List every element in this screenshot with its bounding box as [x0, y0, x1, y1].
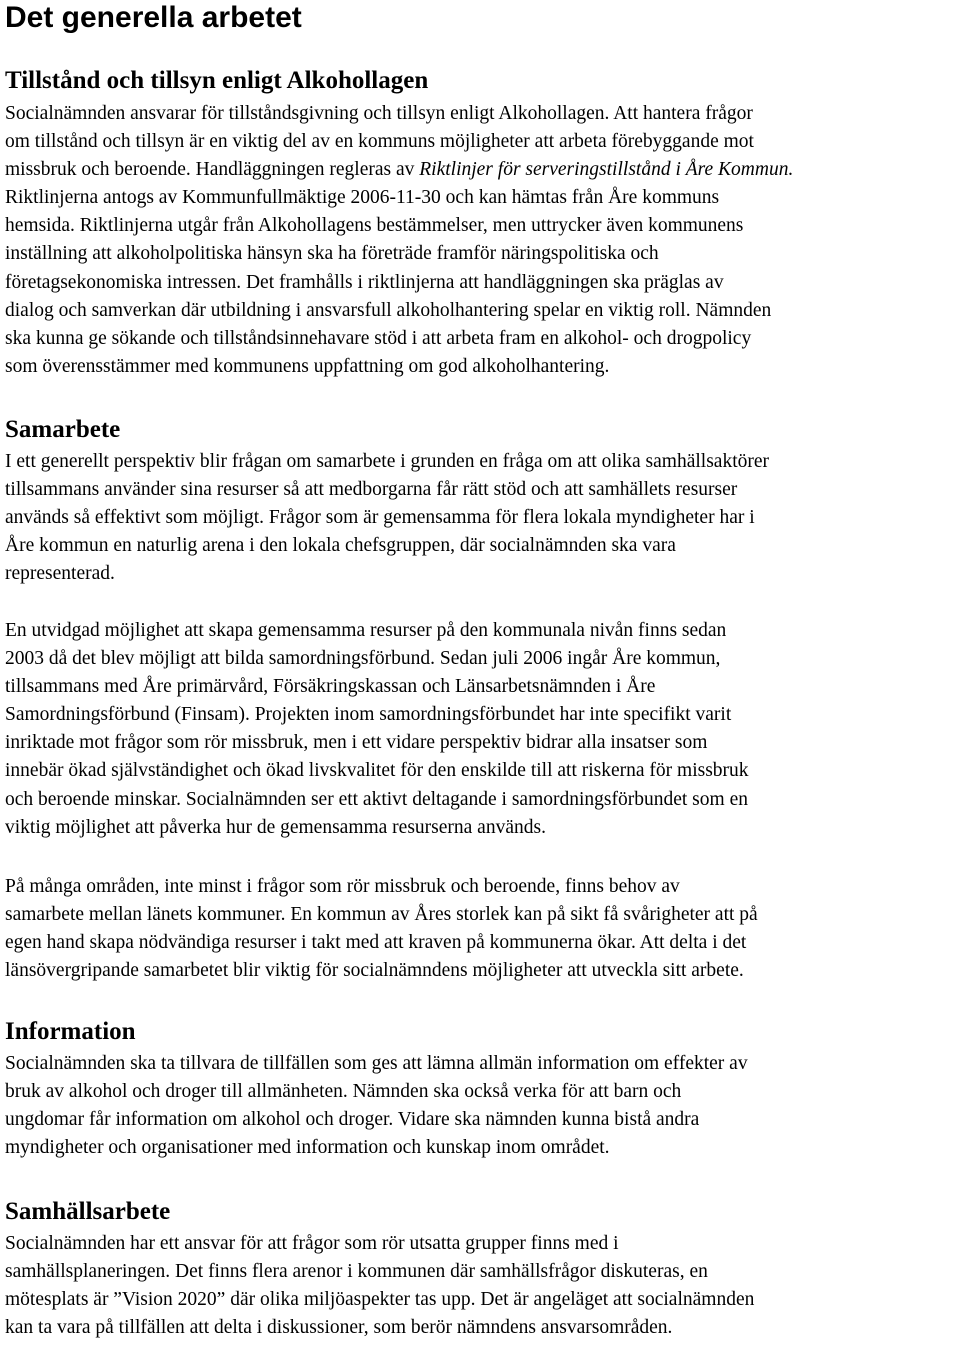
- text-line: Samordningsförbund (Finsam). Projekten inom samordningsförbundet har inte specifikt varit: [5, 704, 732, 726]
- section-body-samarbete-p1: [5, 448, 955, 588]
- section-body-samhallsarbete: [5, 1230, 955, 1342]
- text-segment: missbruk och beroende. Handläggningen regleras av: [5, 159, 420, 181]
- text-line: dialog och samverkan där utbildning i ansvarsfull alkoholhantering spelar en viktig roll. Nämnden: [5, 299, 772, 321]
- text-line: Riktlinjerna antogs av Kommunfullmäktige 2006-11-30 och kan hämtas från Åre kommuns: [5, 187, 720, 209]
- text-line: bruk av alkohol och droger till allmänheten. Nämnden ska också verka för att barn och: [5, 1081, 682, 1103]
- section-heading-tillstand: Tillstånd och tillsyn enligt Alkohollagen: [5, 67, 429, 94]
- text-line: I ett generellt perspektiv blir frågan om samarbete i grunden en fråga om att olika samhällsaktörer: [5, 451, 770, 472]
- text-line: ska kunna ge sökande och tillståndsinnehavare stöd i att arbeta fram en alkohol- och drogpolicy: [5, 327, 752, 349]
- text-line: och beroende minskar. Socialnämnden ser ett aktivt deltagande i samordningsförbundet som en: [5, 788, 748, 810]
- text-line: länsövergripande samarbetet blir viktig för socialnämndens möjligheter att utveckla sitt arbete.: [5, 960, 744, 982]
- section-heading-information: Information: [5, 1018, 136, 1045]
- text-line: Åre kommun en naturlig arena i den lokala chefsgruppen, där socialnämnden ska vara: [5, 535, 676, 557]
- section-heading-samhallsarbete: Samhällsarbete: [5, 1198, 171, 1225]
- text-line: representerad.: [5, 563, 115, 585]
- text-line: som överensstämmer med kommunens uppfattning om god alkoholhantering.: [5, 355, 610, 377]
- text-line: mötesplats är ”Vision 2020” där olika miljöaspekter tas upp. Det är angeläget att socialnämnden: [5, 1289, 755, 1311]
- text-line: ungdomar får information om alkohol och droger. Vidare ska nämnden kunna bistå andra: [5, 1109, 700, 1131]
- text-line: företagsekonomiska intressen. Det framhålls i riktlinjerna att handläggningen ska präglas av: [5, 271, 724, 293]
- page-title: Det generella arbetet: [5, 1, 302, 34]
- text-line: om tillstånd och tillsyn är en viktig del av en kommuns möjligheter att arbeta förebyggande mot: [5, 131, 754, 153]
- text-line: kan ta vara på tillfällen att delta i diskussioner, som berör nämndens ansvarsområden.: [5, 1317, 673, 1339]
- text-line: På många områden, inte minst i frågor som rör missbruk och beroende, finns behov av: [5, 876, 680, 897]
- text-line: myndigheter och organisationer med information och kunskap inom området.: [5, 1137, 610, 1159]
- text-line: viktig möjlighet att påverka hur de gemensamma resurserna används.: [5, 816, 546, 838]
- text-line: hemsida. Riktlinjerna utgår från Alkohollagens bestämmelser, men uttrycker även kommunens: [5, 215, 744, 237]
- text-line: Socialnämnden ansvarar för tillståndsgivning och tillsyn enligt Alkohollagen. Att hantera frågor: [5, 103, 753, 124]
- section-body-samarbete-p3: [5, 873, 955, 985]
- text-line: 2003 då det blev möjligt att bilda samordningsförbund. Sedan juli 2006 ingår Åre kommun,: [5, 648, 721, 670]
- section-heading-samarbete: Samarbete: [5, 416, 121, 443]
- text-line: innebär ökad självständighet och ökad livskvalitet för den enskilde till att riskerna för missbruk: [5, 760, 749, 782]
- text-line: tillsammans med Åre primärvård, Försäkringskassan och Länsarbetsnämnden i Åre: [5, 676, 656, 698]
- text-line: samarbete mellan länets kommuner. En kommun av Åres storlek kan på sikt få svårigheter att på: [5, 904, 758, 926]
- text-line: inställning att alkoholpolitiska hänsyn ska ha företräde framför näringspolitiska och: [5, 243, 659, 265]
- text-line: [5, 156, 955, 184]
- guideline-title: Riktlinjer för serveringstillstånd i Åre Kommun.: [419, 159, 794, 181]
- section-body-samarbete-p2: [5, 617, 955, 842]
- text-line: En utvidgad möjlighet att skapa gemensamma resurser på den kommunala nivån finns sedan: [5, 620, 727, 641]
- text-line: Socialnämnden ska ta tillvara de tillfällen som ges att lämna allmän information om effekter av: [5, 1053, 748, 1074]
- section-body-tillstand: [5, 100, 955, 381]
- text-line: Socialnämnden har ett ansvar för att frågor som rör utsatta grupper finns med i: [5, 1233, 619, 1254]
- section-body-information: [5, 1050, 955, 1162]
- text-line: samhällsplaneringen. Det finns flera arenor i kommunen där samhällsfrågor diskuteras, en: [5, 1261, 708, 1283]
- text-line: tillsammans använder sina resurser så att medborgarna får rätt stöd och att samhällets resurser: [5, 479, 738, 501]
- text-line: inriktade mot frågor som rör missbruk, men i ett vidare perspektiv bidrar alla insatser som: [5, 732, 708, 754]
- text-line: används så effektivt som möjligt. Frågor som är gemensamma för flera lokala myndigheter har i: [5, 507, 755, 529]
- text-line: egen hand skapa nödvändiga resurser i takt med att kraven på kommunerna ökar. Att delta i det: [5, 932, 747, 954]
